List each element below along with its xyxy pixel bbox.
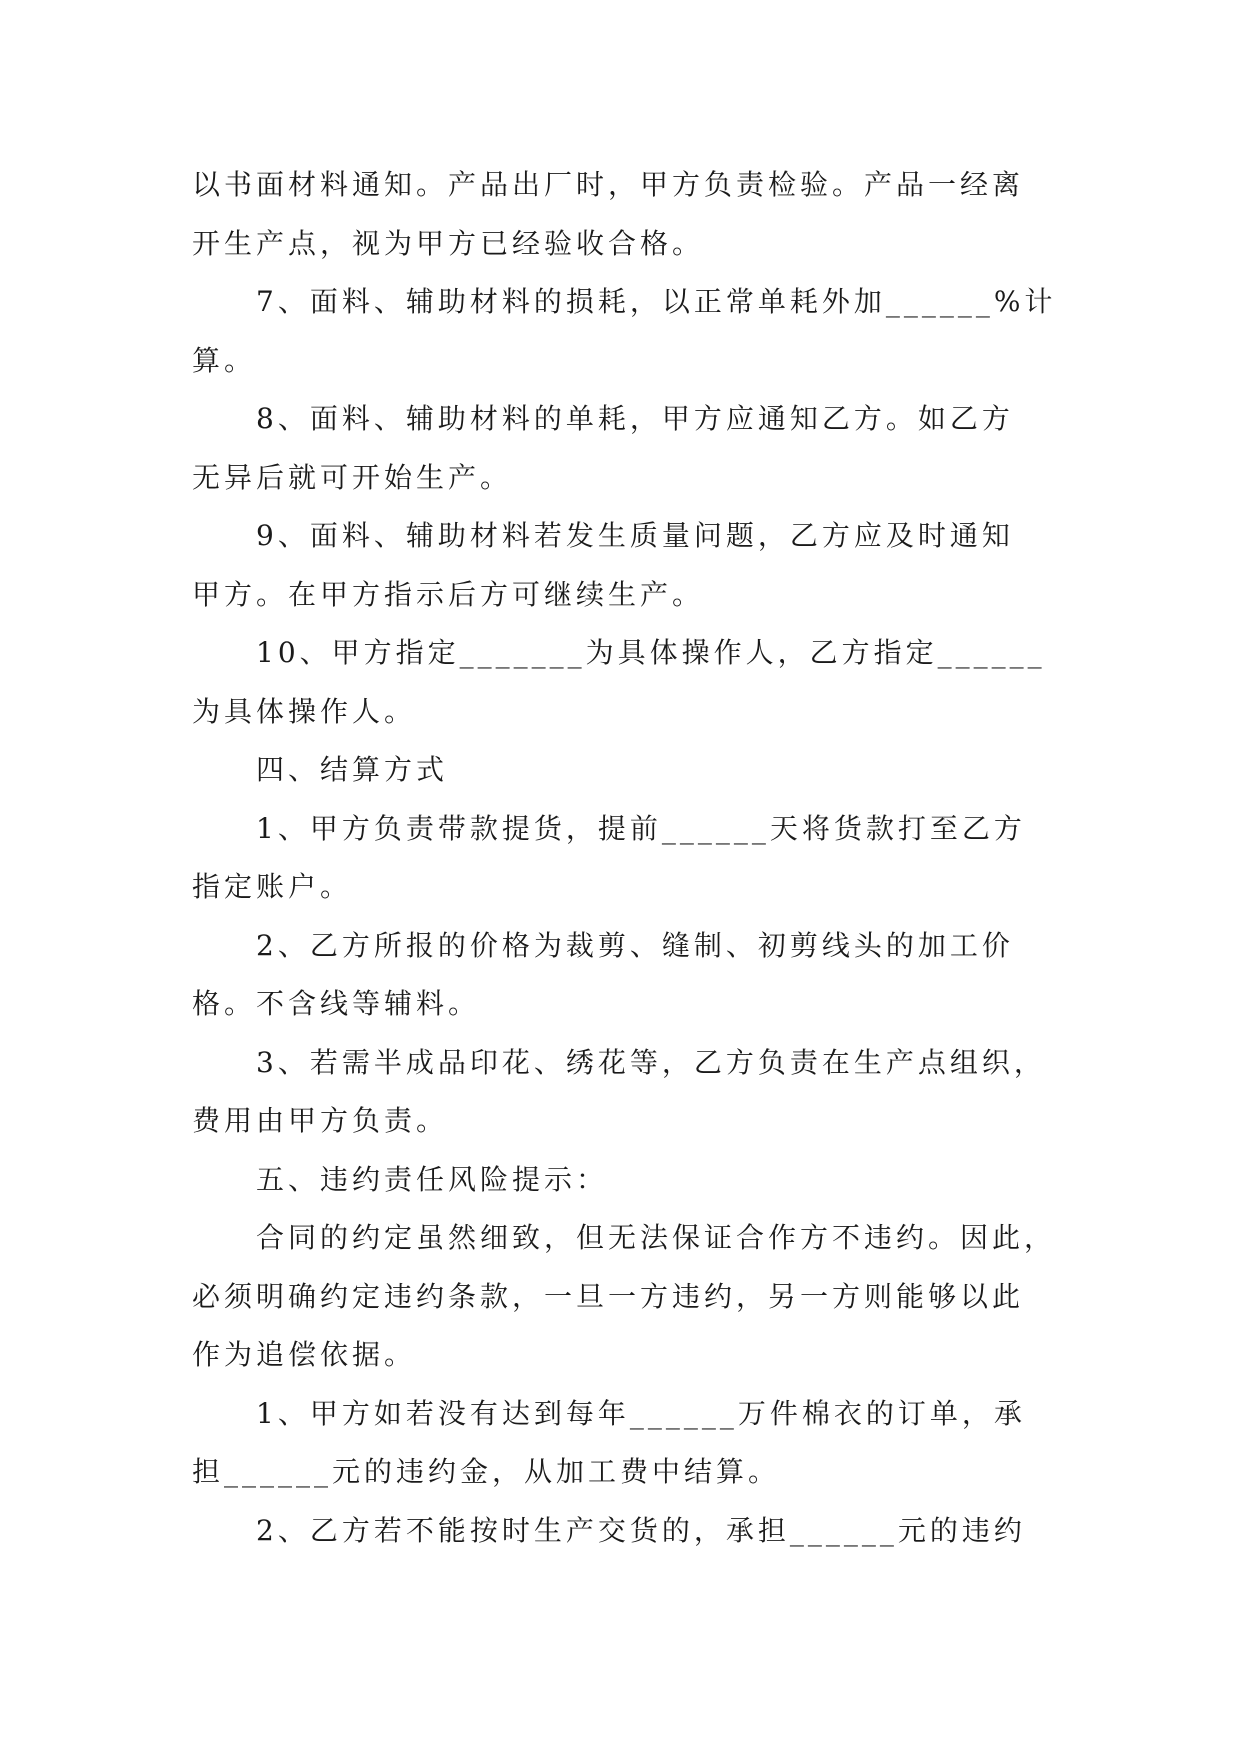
text-line: 担______元的违约金，从加工费中结算。 bbox=[192, 1455, 781, 1488]
text-line: 开生产点，视为甲方已经验收合格。 bbox=[192, 226, 705, 260]
text-line: 10、甲方指定_______为具体操作人，乙方指定______ bbox=[256, 636, 1046, 669]
text-line: 费用由甲方负责。 bbox=[192, 1104, 449, 1137]
text-line: 算。 bbox=[192, 343, 257, 377]
text-line: 为具体操作人。 bbox=[192, 694, 417, 728]
text-line: 8、面料、辅助材料的单耗，甲方应通知乙方。如乙方 bbox=[256, 402, 1014, 435]
text-line: 3、若需半成品印花、绣花等，乙方负责在生产点组织， bbox=[256, 1045, 1046, 1079]
document-body bbox=[192, 156, 1062, 1560]
text-line: 9、面料、辅助材料若发生质量问题，乙方应及时通知 bbox=[256, 519, 1014, 552]
text-line: 2、乙方所报的价格为裁剪、缝制、初剪线头的加工价 bbox=[256, 928, 1014, 962]
text-line: 2、乙方若不能按时生产交货的，承担______元的违约 bbox=[256, 1513, 1026, 1547]
text-line: 五、违约责任风险提示： bbox=[256, 1162, 609, 1196]
text-line: 作为追偿依据。 bbox=[192, 1338, 417, 1371]
text-line: 合同的约定虽然细致，但无法保证合作方不违约。因此， bbox=[256, 1221, 1057, 1254]
text-line: 无异后就可开始生产。 bbox=[192, 460, 513, 494]
text-line: 甲方。在甲方指示后方可继续生产。 bbox=[192, 577, 705, 611]
text-line: 7、面料、辅助材料的损耗，以正常单耗外加______%计 bbox=[256, 285, 1057, 318]
text-line: 必须明确约定违约条款，一旦一方违约，另一方则能够以此 bbox=[192, 1279, 1025, 1313]
text-line: 以书面材料通知。产品出厂时，甲方负责检验。产品一经离 bbox=[192, 168, 1025, 201]
text-line: 1、甲方如若没有达到每年______万件棉衣的订单，承 bbox=[256, 1396, 1026, 1430]
text-line: 四、结算方式 bbox=[256, 753, 449, 786]
text-line: 指定账户。 bbox=[192, 870, 353, 903]
text-line: 格。不含线等辅料。 bbox=[192, 987, 481, 1020]
text-line: 1、甲方负责带款提货，提前______天将货款打至乙方 bbox=[256, 811, 1026, 845]
